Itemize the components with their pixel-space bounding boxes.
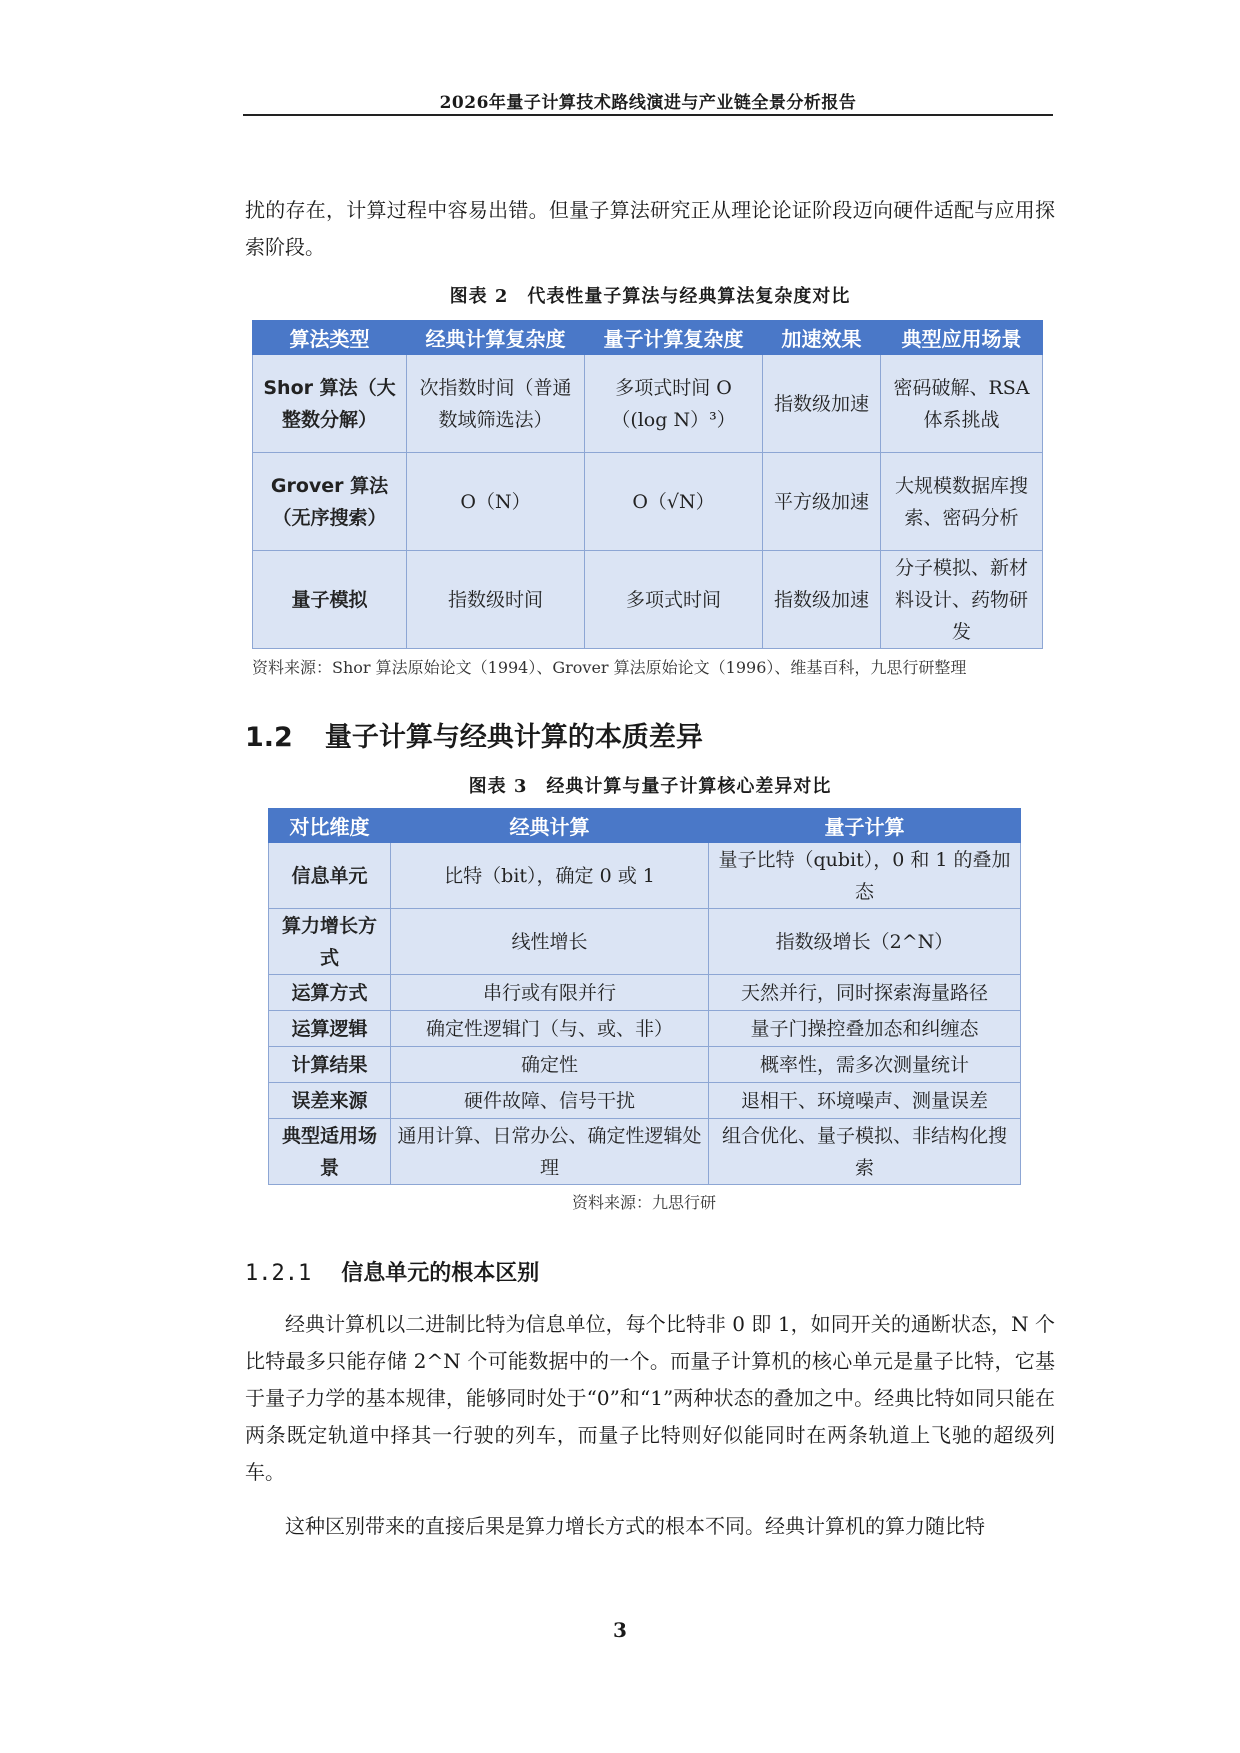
table3-col-header: 对比维度 bbox=[269, 809, 391, 843]
table2-header-row bbox=[253, 321, 1043, 355]
table-cell: 大规模数据库搜索、密码分析 bbox=[881, 453, 1043, 551]
table-cell: 信息单元 bbox=[269, 843, 391, 909]
table-cell: 指数级加速 bbox=[763, 551, 881, 649]
table-cell: 比特（bit），确定 0 或 1 bbox=[391, 843, 709, 909]
table2 bbox=[252, 320, 1043, 649]
table3-source: 资料来源：九思行研 bbox=[571, 1193, 716, 1212]
table-row bbox=[269, 1083, 1021, 1119]
table2-col-header: 加速效果 bbox=[763, 321, 881, 355]
section-heading-1-2-1 bbox=[245, 1256, 539, 1287]
table-cell: 误差来源 bbox=[269, 1083, 391, 1119]
table-cell: 串行或有限并行 bbox=[391, 975, 709, 1011]
table-cell: 确定性 bbox=[391, 1047, 709, 1083]
table2-col-header: 算法类型 bbox=[253, 321, 407, 355]
table3 bbox=[268, 808, 1021, 1185]
table2-col-header: 量子计算复杂度 bbox=[585, 321, 763, 355]
table-cell: 概率性，需多次测量统计 bbox=[709, 1047, 1021, 1083]
table2-source: 资料来源：Shor 算法原始论文（1994）、Grover 算法原始论文（1996）、维基百科，九思行研整理 bbox=[252, 658, 967, 677]
table-row bbox=[269, 1011, 1021, 1047]
intro-paragraph: 扰的存在，计算过程中容易出错。但量子算法研究正从理论论证阶段迈向硬件适配与应用探索阶段。 bbox=[245, 198, 1055, 259]
header-divider bbox=[243, 114, 1053, 116]
table-cell: 分子模拟、新材料设计、药物研发 bbox=[881, 551, 1043, 649]
table-cell: 算力增长方式 bbox=[269, 909, 391, 975]
section-number: 1.2.1 bbox=[245, 1261, 312, 1286]
table3-caption: 图表 3 经典计算与量子计算核心差异对比 bbox=[468, 776, 832, 797]
table-cell: O（N） bbox=[407, 453, 585, 551]
table2-col-header: 典型应用场景 bbox=[881, 321, 1043, 355]
table-cell: 量子门操控叠加态和纠缠态 bbox=[709, 1011, 1021, 1047]
table-cell: 线性增长 bbox=[391, 909, 709, 975]
table-cell: 典型适用场景 bbox=[269, 1119, 391, 1185]
table-cell: 多项式时间 O（(log N）³） bbox=[585, 355, 763, 453]
table-cell: 平方级加速 bbox=[763, 453, 881, 551]
body-paragraph: 经典计算机以二进制比特为信息单位，每个比特非 0 即 1，如同开关的通断状态，N 个比特最多只能存储 2^N 个可能数据中的一个。而量子计算机的核心单元是量子比特，它基于量子力学的基本规律，能够同时处于“0”和“1”两种状态的叠加之中。经典比特如同只能在两条既定轨道中择其一行驶的列车，而量子比特则好似能同时在两条轨道上飞驰的超级列车。 bbox=[245, 1312, 1055, 1484]
table-cell: 指数级增长（2^N） bbox=[709, 909, 1021, 975]
table-row bbox=[253, 551, 1043, 649]
table-cell: 硬件故障、信号干扰 bbox=[391, 1083, 709, 1119]
table3-col-header: 经典计算 bbox=[391, 809, 709, 843]
section-title: 量子计算与经典计算的本质差异 bbox=[324, 722, 703, 753]
table-cell: 量子比特（qubit），0 和 1 的叠加态 bbox=[709, 843, 1021, 909]
table-row bbox=[269, 843, 1021, 909]
table-cell: 计算结果 bbox=[269, 1047, 391, 1083]
table-cell: 组合优化、量子模拟、非结构化搜索 bbox=[709, 1119, 1021, 1185]
section-title: 信息单元的根本区别 bbox=[341, 1260, 540, 1286]
table-cell: 密码破解、RSA 体系挑战 bbox=[881, 355, 1043, 453]
table-row bbox=[253, 453, 1043, 551]
section-number: 1.2 bbox=[245, 722, 293, 753]
table-row bbox=[269, 909, 1021, 975]
table-cell: 通用计算、日常办公、确定性逻辑处理 bbox=[391, 1119, 709, 1185]
table-cell: O（√N） bbox=[585, 453, 763, 551]
table-cell: 运算方式 bbox=[269, 975, 391, 1011]
table2-col-header: 经典计算复杂度 bbox=[407, 321, 585, 355]
table-cell: 量子模拟 bbox=[253, 551, 407, 649]
table-row bbox=[269, 1047, 1021, 1083]
table-cell: 确定性逻辑门（与、或、非） bbox=[391, 1011, 709, 1047]
table-row bbox=[269, 1119, 1021, 1185]
table-cell: 天然并行，同时探索海量路径 bbox=[709, 975, 1021, 1011]
section-heading-1-2 bbox=[245, 715, 703, 754]
table-cell: 退相干、环境噪声、测量误差 bbox=[709, 1083, 1021, 1119]
table3-header-row bbox=[269, 809, 1021, 843]
table-cell: Grover 算法（无序搜索） bbox=[253, 453, 407, 551]
table2-caption: 图表 2 代表性量子算法与经典算法复杂度对比 bbox=[449, 286, 851, 307]
table-cell: Shor 算法（大整数分解） bbox=[253, 355, 407, 453]
table-cell: 多项式时间 bbox=[585, 551, 763, 649]
body-paragraph: 这种区别带来的直接后果是算力增长方式的根本不同。经典计算机的算力随比特 bbox=[285, 1514, 985, 1538]
table-cell: 指数级时间 bbox=[407, 551, 585, 649]
table-row bbox=[253, 355, 1043, 453]
table-cell: 运算逻辑 bbox=[269, 1011, 391, 1047]
table3-col-header: 量子计算 bbox=[709, 809, 1021, 843]
table-cell: 次指数时间（普通数域筛选法） bbox=[407, 355, 585, 453]
table-cell: 指数级加速 bbox=[763, 355, 881, 453]
table-row bbox=[269, 975, 1021, 1011]
page-number: 3 bbox=[613, 1618, 627, 1642]
running-header: 2026年量子计算技术路线演进与产业链全景分析报告 bbox=[439, 93, 857, 113]
